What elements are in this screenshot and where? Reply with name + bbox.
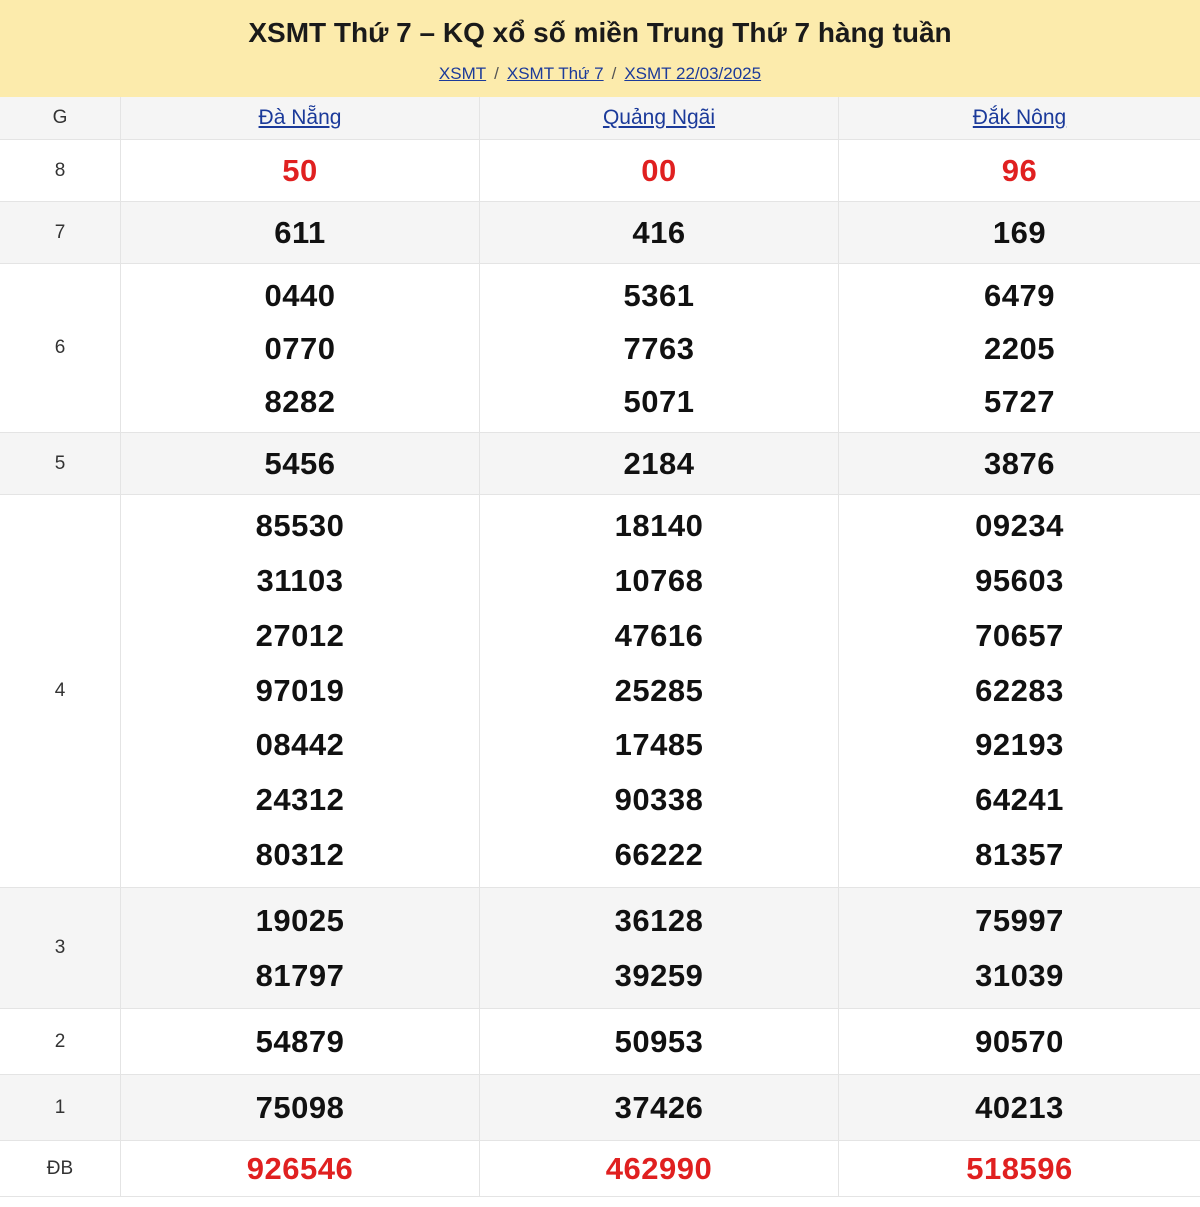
prize-number: 64241: [975, 782, 1064, 818]
prize-label-cell: [0, 140, 121, 201]
page-header: [0, 0, 1200, 97]
prize-number: 09234: [975, 508, 1064, 544]
prize-label: 7: [54, 221, 66, 243]
giai-header-label: G: [52, 107, 68, 128]
prize-row: [0, 202, 1200, 264]
prize-values-cell: [839, 202, 1200, 263]
breadcrumb-link-xsmt[interactable]: XSMT: [438, 64, 487, 83]
prize-number: 92193: [975, 727, 1064, 763]
prize-values-cell: [839, 140, 1200, 201]
breadcrumb-link-xsmt-thu-7[interactable]: XSMT Thứ 7: [506, 64, 604, 83]
prize-number: 7763: [623, 330, 695, 366]
prize-values-cell: [480, 433, 839, 494]
prize-number: 47616: [614, 617, 704, 653]
prize-number: 90570: [975, 1023, 1064, 1059]
prize-values-cell: [480, 1075, 839, 1140]
prize-number: 17485: [614, 727, 704, 763]
prize-values-cell: [839, 1075, 1200, 1140]
prize-number: 5071: [623, 383, 695, 419]
prize-number: 36128: [614, 902, 704, 938]
prize-number: 70657: [975, 617, 1064, 653]
prize-label-cell: [0, 888, 121, 1008]
breadcrumb: [0, 63, 1200, 85]
prize-number: 5727: [984, 383, 1055, 419]
prize-number: 39259: [614, 958, 704, 993]
prize-label: ĐB: [46, 1157, 74, 1179]
prize-values-cell: [839, 1009, 1200, 1074]
prize-label: 1: [54, 1096, 66, 1118]
prize-values-cell: [121, 1009, 480, 1074]
prize-number: 169: [992, 214, 1047, 250]
prize-values-cell: [480, 888, 839, 1008]
prize-values-cell: [839, 1141, 1200, 1196]
prize-values-cell: [121, 495, 480, 887]
prize-row: [0, 264, 1200, 433]
prize-row: [0, 1075, 1200, 1141]
station-link[interactable]: Đà Nẵng: [258, 106, 342, 129]
prize-number: 90338: [614, 782, 704, 818]
prize-label-cell: [0, 264, 121, 432]
prize-number: 81357: [975, 836, 1064, 872]
prize-label-cell: [0, 1075, 121, 1140]
page-title: XSMT Thứ 7 – KQ xổ số miền Trung Thứ 7 hàng tuần: [248, 17, 952, 48]
prize-row: [0, 1009, 1200, 1075]
table-header-row: [0, 97, 1200, 140]
prize-number: 00: [641, 152, 677, 188]
prize-number: 50: [282, 152, 318, 188]
prize-number: 10768: [614, 563, 704, 599]
prize-values-cell: [480, 140, 839, 201]
prize-row: [0, 140, 1200, 202]
prize-number: 97019: [255, 672, 345, 708]
prize-number: 50953: [614, 1023, 704, 1059]
prize-label-cell: [0, 1009, 121, 1074]
prize-label-cell: [0, 202, 121, 263]
prize-row: [0, 1141, 1200, 1197]
prize-number: 08442: [255, 727, 345, 763]
prize-label: 2: [54, 1030, 66, 1052]
prize-number: 96: [1001, 152, 1038, 188]
station-link[interactable]: Quảng Ngãi: [602, 106, 716, 129]
prize-number: 75098: [255, 1089, 345, 1125]
station-link[interactable]: Đắk Nông: [972, 106, 1067, 129]
prize-values-cell: [839, 495, 1200, 887]
header-cell-station: [121, 97, 480, 139]
prize-number: 926546: [246, 1150, 354, 1186]
prize-number: 462990: [605, 1150, 713, 1186]
prize-label-cell: [0, 1141, 121, 1196]
header-cell-giai: [0, 97, 121, 139]
prize-number: 31103: [256, 563, 344, 599]
prize-number: 40213: [975, 1089, 1064, 1125]
prize-number: 0440: [264, 277, 336, 313]
prize-number: 8282: [264, 383, 336, 419]
prize-number: 5361: [623, 277, 695, 313]
prize-values-cell: [839, 433, 1200, 494]
prize-number: 95603: [975, 563, 1064, 599]
prize-row: [0, 495, 1200, 888]
breadcrumb-separator: /: [494, 64, 499, 83]
prize-number: 6479: [984, 277, 1055, 313]
prize-number: 518596: [966, 1150, 1073, 1186]
prize-number: 611: [274, 214, 326, 250]
prize-number: 2205: [984, 330, 1055, 366]
prize-row: [0, 888, 1200, 1009]
header-cell-station: [839, 97, 1200, 139]
prize-label: 3: [54, 937, 66, 958]
prize-label-cell: [0, 495, 121, 887]
prize-values-cell: [480, 264, 839, 432]
prize-number: 75997: [975, 902, 1064, 938]
prize-values-cell: [121, 1075, 480, 1140]
prize-label: 4: [54, 680, 66, 701]
prize-row: [0, 433, 1200, 495]
prize-values-cell: [121, 264, 480, 432]
prize-number: 37426: [614, 1089, 704, 1125]
prize-number: 27012: [255, 617, 345, 653]
prize-label-cell: [0, 433, 121, 494]
prize-values-cell: [480, 202, 839, 263]
prize-number: 31039: [975, 958, 1064, 993]
prize-values-cell: [121, 140, 480, 201]
prize-label: 6: [54, 337, 66, 358]
prize-values-cell: [121, 202, 480, 263]
prize-number: 416: [632, 214, 686, 250]
prize-number: 54879: [255, 1023, 345, 1059]
breadcrumb-link-xsmt-date[interactable]: XSMT 22/03/2025: [624, 64, 762, 83]
prize-number: 5456: [264, 445, 336, 481]
prize-number: 25285: [614, 672, 704, 708]
prize-number: 2184: [623, 445, 695, 481]
prize-values-cell: [839, 264, 1200, 432]
prize-number: 81797: [255, 958, 345, 993]
prize-values-cell: [121, 433, 480, 494]
prize-values-cell: [480, 1141, 839, 1196]
prize-number: 3876: [984, 445, 1055, 481]
prize-values-cell: [121, 1141, 480, 1196]
prize-values-cell: [480, 1009, 839, 1074]
prize-values-cell: [121, 888, 480, 1008]
prize-values-cell: [480, 495, 839, 887]
prize-number: 80312: [255, 836, 345, 872]
prize-number: 66222: [614, 836, 704, 872]
prize-number: 85530: [255, 508, 345, 544]
prize-label: 8: [54, 159, 66, 181]
prize-number: 62283: [975, 672, 1064, 708]
prize-label: 5: [54, 452, 66, 474]
prize-number: 18140: [614, 508, 704, 544]
header-cell-station: [480, 97, 839, 139]
prize-number: 19025: [255, 902, 345, 938]
prize-number: 0770: [264, 330, 336, 366]
breadcrumb-separator: /: [611, 64, 617, 83]
prize-number: 24312: [255, 782, 345, 818]
prize-values-cell: [839, 888, 1200, 1008]
